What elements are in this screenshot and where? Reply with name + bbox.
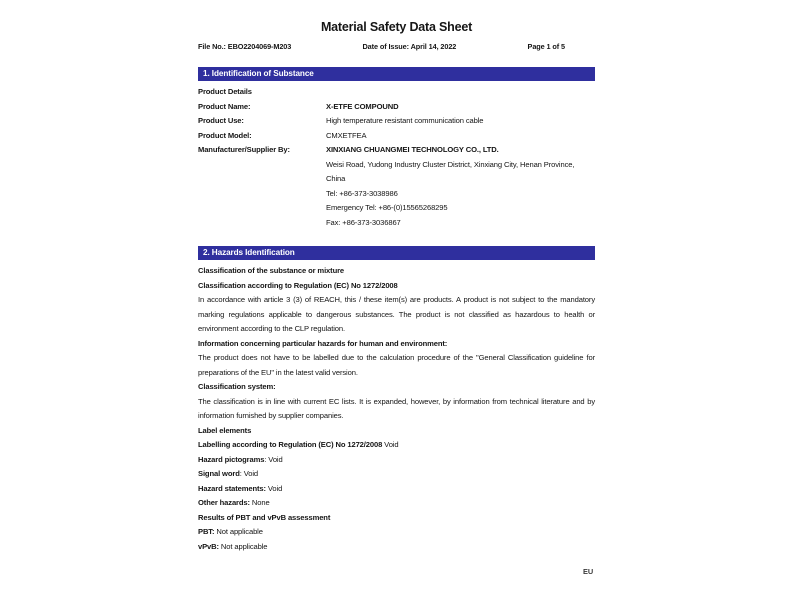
kv-label: Other hazards:	[198, 498, 250, 507]
footer-region-label: EU	[583, 567, 594, 576]
section-2-paragraph: In accordance with article 3 (3) of REACH, this / these item(s) are products. A product is not subject to the mandatory marking regulations applicable to dangerous substances. The product is not classified as hazardous to health or environment according to the CLP regulation.	[198, 295, 595, 333]
section-1-header-bar: 1. Identification of Substance	[198, 67, 595, 81]
field-row	[198, 143, 595, 230]
section-2-paragraph: The product does not have to be labelled due to the calculation procedure of the "General Classification guideline for preparations of the EU" in the latest valid version.	[198, 353, 595, 377]
kv-value: : Void	[264, 454, 283, 464]
field-value-line: China	[326, 174, 346, 183]
field-value-line: High temperature resistant communication cable	[326, 116, 484, 125]
field-row	[198, 100, 595, 115]
field-value-line: X-ETFE COMPOUND	[326, 101, 399, 111]
section-1-body	[198, 85, 595, 230]
kv-value: None	[249, 498, 270, 507]
field-value-line: XINXIANG CHUANGMEI TECHNOLOGY CO., LTD.	[326, 145, 499, 154]
kv-value: Void	[265, 483, 283, 493]
kv-label: Hazard statements:	[198, 483, 266, 493]
kv-label: Signal word	[198, 469, 240, 478]
kv-value: Not applicable	[214, 527, 263, 536]
field-value-line: Weisi Road, Yudong Industry Cluster District, Xinxiang City, Henan Province,	[326, 159, 575, 169]
section-2-heading-line: Classification system:	[198, 382, 276, 391]
section-2-header-bar: 2. Hazards Identification	[198, 246, 595, 260]
section-2-paragraph: The classification is in line with current EC lists. It is expanded, however, by information from technical literature and by information furnished by supplier companies.	[198, 396, 595, 420]
field-label: Product Name:	[198, 101, 251, 111]
section-2-kv-line	[198, 525, 595, 540]
section-1-rows	[198, 100, 595, 231]
section-2-heading-line: Classification of the substance or mixture	[198, 266, 345, 275]
field-value	[326, 114, 595, 129]
page-content	[198, 0, 595, 554]
section-2-heading-line: Label elements	[198, 425, 252, 435]
kv-label: PBT:	[198, 527, 215, 536]
field-value-line: CMXETFEA	[326, 130, 367, 140]
section-2-heading-line: Classification according to Regulation (EC) No 1272/2008	[198, 280, 398, 290]
section-2-heading-line: Results of PBT and vPvB assessment	[198, 512, 331, 522]
section-2-kv-line	[198, 453, 595, 468]
product-details-subheading: Product Details	[198, 87, 252, 96]
section-2-kv-line	[198, 496, 595, 511]
kv-label: vPvB:	[198, 541, 219, 551]
field-value	[326, 129, 595, 144]
section-2-heading-line: Information concerning particular hazards for human and environment:	[198, 338, 448, 348]
kv-label: Labelling according to Regulation (EC) No 1272/2008	[198, 440, 383, 449]
field-row	[198, 114, 595, 129]
kv-value: : Void	[239, 469, 258, 478]
field-value-line: Emergency Tel: +86-(0)15565268295	[326, 203, 448, 212]
date-of-issue: Date of Issue: April 14, 2022	[362, 42, 457, 51]
field-value-line: Tel: +86-373-3038986	[326, 188, 398, 198]
field-value	[326, 143, 595, 230]
kv-label: Hazard pictograms	[198, 454, 265, 464]
section-2-kv-line	[198, 540, 595, 555]
section-2-lines	[198, 264, 595, 554]
kv-value: Void	[382, 440, 399, 449]
page-number: Page 1 of 5	[527, 42, 565, 51]
field-value	[326, 100, 595, 115]
field-value-line: Fax: +86-373-3036867	[326, 217, 401, 227]
section-2-kv-line	[198, 467, 595, 482]
file-no: File No.: EBO2204069-M203	[198, 42, 292, 51]
section-2-kv-line	[198, 482, 595, 497]
field-row	[198, 129, 595, 144]
document-title: Material Safety Data Sheet	[320, 20, 473, 34]
kv-value: Not applicable	[218, 541, 268, 551]
section-2-body	[198, 264, 595, 554]
field-label: Product Model:	[198, 130, 252, 140]
field-label: Product Use:	[198, 116, 244, 125]
section-2-kv-line	[198, 438, 595, 453]
field-label: Manufacturer/Supplier By:	[198, 145, 290, 154]
document-meta-row	[198, 42, 595, 51]
